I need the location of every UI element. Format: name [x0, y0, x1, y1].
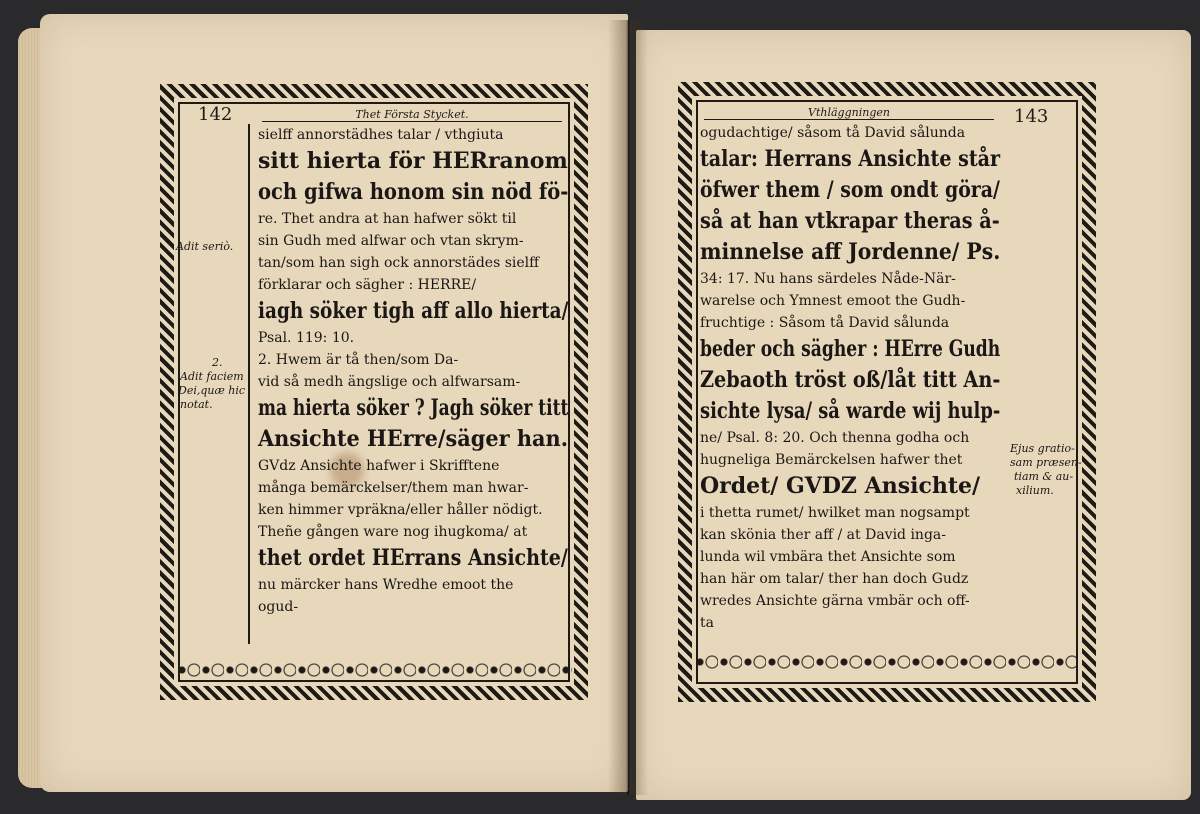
- text-line: Zebaoth tröst oß/låt titt An-: [700, 367, 1001, 393]
- text-line: sitt hierta för HERranom: [258, 148, 568, 174]
- right-running-head: Vthläggningen: [704, 106, 994, 120]
- text-line: sin Gudh med alfwar och vtan skrym-: [258, 233, 524, 249]
- text-line: ta: [700, 615, 714, 631]
- text-line: Ansichte HErre/säger han.: [258, 426, 568, 452]
- text-line: och gifwa honom sin nöd fö-: [258, 179, 569, 205]
- text-line: sichte lysa/ så warde wij hulp-: [700, 398, 1001, 424]
- right-margin-note: sam præsen-: [1010, 456, 1082, 469]
- text-line: Theñe gången ware nog ihugkoma/ at: [258, 524, 528, 540]
- right-margin-note: tiam & au-: [1014, 470, 1074, 483]
- text-line: sielff annorstädhes talar / vthgiuta: [258, 127, 504, 143]
- left-margin-note: 2.: [212, 356, 223, 369]
- text-line: thet ordet HErrans Ansichte/: [258, 545, 568, 571]
- text-line: nu märcker hans Wredhe emoot the: [258, 577, 514, 593]
- text-line: förklarar och sägher : HERRE/: [258, 277, 477, 293]
- left-margin-note: notat.: [180, 398, 213, 411]
- text-line: talar: Herrans Ansichte står: [700, 146, 1001, 172]
- text-line: re. Thet andra at han hafwer sökt til: [258, 211, 517, 227]
- text-line: ma hierta söker ? Jagh söker titt: [258, 395, 569, 421]
- left-running-head: Thet Första Stycket.: [262, 108, 562, 122]
- text-line: fruchtige : Såsom tå David sålunda: [700, 315, 950, 331]
- right-text-column: [700, 126, 1000, 646]
- left-text-column: [258, 128, 568, 648]
- book-gutter: [608, 20, 648, 795]
- text-line: warelse och Ymnest emoot the Gudh-: [700, 293, 966, 309]
- text-line: 2. Hwem är tå then/som Da-: [258, 352, 459, 368]
- right-margin-note: Ejus gratio-: [1010, 442, 1075, 455]
- text-line: 34: 17. Nu hans särdeles Nåde-När-: [700, 271, 956, 287]
- text-line: många bemärckelser/them man hwar-: [258, 480, 529, 496]
- ornament-band-right: [694, 650, 1080, 674]
- text-line: Psal. 119: 10.: [258, 330, 355, 346]
- text-line: tan/som han sigh ock annorstädes sielff: [258, 255, 540, 271]
- left-margin-note: Dei,quæ hic: [178, 384, 246, 397]
- text-line: ne/ Psal. 8: 20. Och thenna godha och: [700, 430, 970, 446]
- text-line: GVdz Ansichte hafwer i Skrifftene: [258, 458, 500, 474]
- left-page-number: 142: [198, 104, 233, 125]
- text-line: hugneliga Bemärckelsen hafwer thet: [700, 452, 963, 468]
- text-line: ogud-: [258, 599, 299, 615]
- right-page-number: 143: [1014, 106, 1049, 127]
- text-line: iagh söker tigh aff allo hierta/: [258, 298, 569, 324]
- text-line: beder och sägher : HErre Gudh: [700, 336, 1001, 362]
- left-margin-note: Adit seriò.: [176, 240, 234, 253]
- right-margin-note: xilium.: [1016, 484, 1054, 497]
- text-line: lunda wil vmbära thet Ansichte som: [700, 549, 956, 565]
- text-line: minnelse aff Jordenne/ Ps.: [700, 239, 1001, 265]
- text-line: wredes Ansichte gärna vmbär och off-: [700, 593, 970, 609]
- text-line: vid så medh ängslige och alfwarsam-: [258, 374, 521, 390]
- left-margin-note: Adit faciem: [180, 370, 244, 383]
- text-line: öfwer them / som ondt göra/: [700, 177, 1000, 203]
- text-line: så at han vtkrapar theras å-: [700, 208, 1000, 234]
- ornament-band-left: [176, 658, 572, 682]
- text-line: i thetta rumet/ hwilket man nogsampt: [700, 505, 970, 521]
- text-line: ogudachtige/ såsom tå David sålunda: [700, 125, 966, 141]
- text-line: han här om talar/ ther han doch Gudz: [700, 571, 969, 587]
- text-line: kan skönia ther aff / at David inga-: [700, 527, 946, 543]
- left-margin-rule: [248, 124, 250, 644]
- text-line: ken himmer vpräkna/eller håller nödigt.: [258, 502, 543, 518]
- text-line: Ordet/ GVDZ Ansichte/: [700, 473, 981, 499]
